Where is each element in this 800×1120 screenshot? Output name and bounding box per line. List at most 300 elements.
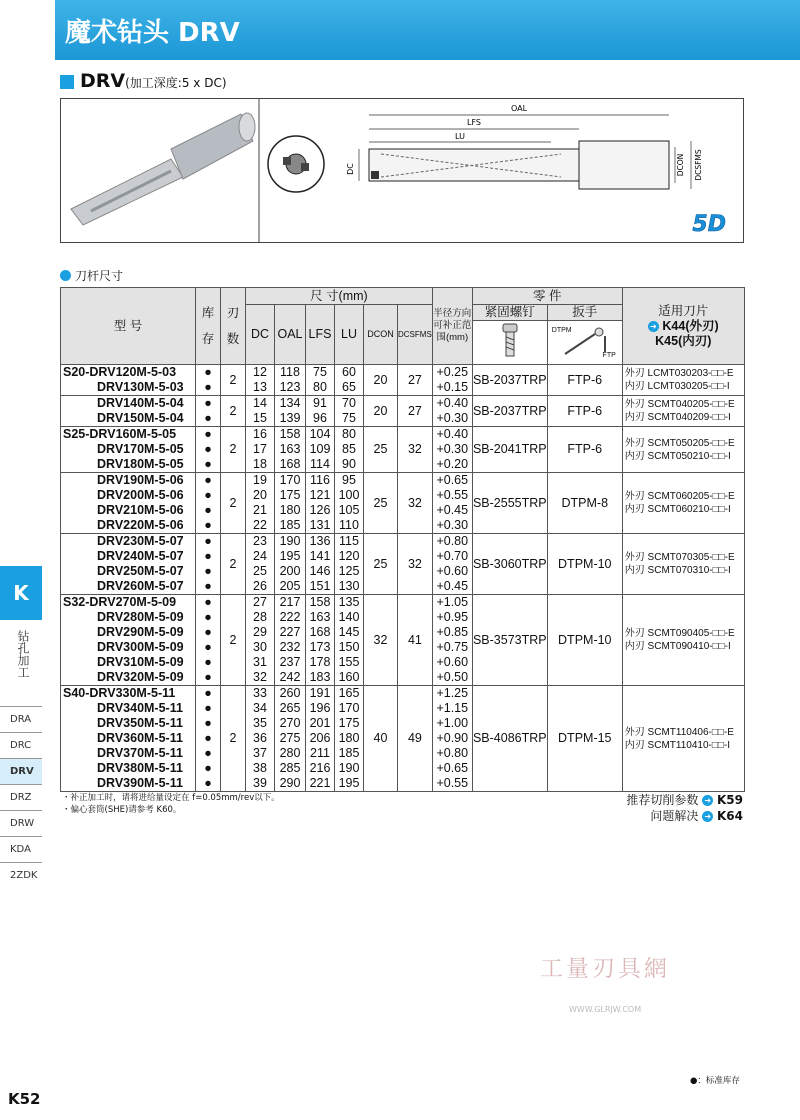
cell-dc: 22 bbox=[253, 518, 267, 532]
cell-flutes: 2 bbox=[221, 427, 246, 473]
cell-lu: 110 bbox=[339, 518, 359, 532]
stock-dot-icon: ● bbox=[204, 746, 212, 760]
cell-adj: +0.55 bbox=[436, 488, 469, 502]
cell-model: DRV210M-5-06 bbox=[97, 503, 184, 517]
cell-lfs: 158 bbox=[309, 595, 331, 609]
stock-dot-icon: ● bbox=[204, 564, 212, 578]
cell-oal: 205 bbox=[279, 579, 301, 593]
cell-dcsfms: 32 bbox=[398, 473, 433, 534]
cell-dc: 12 bbox=[253, 365, 267, 379]
cell-adj: +0.30 bbox=[436, 442, 469, 456]
page-refs bbox=[560, 792, 743, 824]
side-tab-k[interactable]: K bbox=[0, 566, 42, 620]
cell-adj: +0.40 bbox=[436, 427, 469, 441]
header-lfs: LFS bbox=[306, 305, 335, 365]
cell-oal: 168 bbox=[279, 457, 301, 471]
cell-flutes: 2 bbox=[221, 534, 246, 595]
stock-dot-icon: ● bbox=[204, 776, 212, 790]
cell-adj: +0.65 bbox=[436, 473, 469, 487]
ref-cutting[interactable]: 推荐切削参数 ➜ K59 bbox=[626, 793, 743, 807]
cell-oal: 290 bbox=[279, 776, 301, 790]
notes bbox=[62, 792, 280, 816]
cell-adj: +0.30 bbox=[436, 518, 469, 532]
cell-model: DRV280M-5-09 bbox=[97, 610, 184, 624]
cell-oal: 242 bbox=[279, 670, 301, 684]
cell-adj: +0.90 bbox=[436, 731, 469, 745]
arrow-icon: ➜ bbox=[702, 795, 713, 806]
cell-model: S25-DRV160M-5-05 bbox=[63, 427, 177, 441]
stock-dot-icon: ● bbox=[204, 579, 212, 593]
cell-adj: +0.80 bbox=[436, 746, 469, 760]
cell-dc: 14 bbox=[253, 396, 267, 410]
cell-lfs: 146 bbox=[309, 564, 331, 578]
cell-oal: 185 bbox=[279, 518, 301, 532]
cell-lu: 185 bbox=[338, 746, 360, 760]
header-radial: 半径方向可补正范围(mm) bbox=[432, 288, 472, 365]
stock-dot-icon: ● bbox=[204, 488, 212, 502]
cell-wrench: DTPM-10 bbox=[547, 595, 622, 686]
cell-model: DRV390M-5-11 bbox=[97, 776, 183, 790]
cell-screw: SB-2041TRP bbox=[472, 427, 547, 473]
page-number: K52 bbox=[8, 1090, 41, 1108]
cell-lu: 140 bbox=[338, 610, 360, 624]
depth-badge: 5D bbox=[692, 212, 726, 237]
cell-lfs: 201 bbox=[309, 716, 331, 730]
cell-dcsfms: 49 bbox=[398, 686, 433, 792]
section-title: DRV(加工深度:5 x DC) bbox=[80, 70, 227, 92]
insert-insert_inner: 内刃 SCMT040209-□□-I bbox=[624, 412, 731, 423]
note-2: ・偏心套筒(SHE)请参考 K60。 bbox=[62, 805, 182, 815]
cell-inserts bbox=[622, 686, 744, 792]
cell-lu: 90 bbox=[342, 457, 356, 471]
side-tab-kda[interactable]: KDA bbox=[0, 836, 42, 862]
side-tab-drv[interactable]: DRV bbox=[0, 758, 42, 784]
cell-flutes: 2 bbox=[221, 396, 246, 427]
cell-oal: 270 bbox=[279, 716, 301, 730]
cell-screw: SB-2037TRP bbox=[472, 396, 547, 427]
cell-lu: 65 bbox=[342, 380, 356, 394]
cell-lfs: 173 bbox=[309, 640, 331, 654]
cell-adj: +0.15 bbox=[436, 380, 469, 394]
cell-inserts bbox=[622, 595, 744, 686]
cell-lu: 135 bbox=[338, 595, 360, 609]
cell-adj: +0.25 bbox=[436, 365, 469, 379]
cell-dc: 28 bbox=[253, 610, 267, 624]
header-oal: OAL bbox=[275, 305, 306, 365]
cell-oal: 237 bbox=[279, 655, 301, 669]
cell-lfs: 126 bbox=[309, 503, 331, 517]
cell-oal: 170 bbox=[279, 473, 301, 487]
cell-oal: 265 bbox=[279, 701, 301, 715]
insert-insert_outer: 外刃 SCMT070305-□□-E bbox=[624, 552, 735, 563]
cell-oal: 139 bbox=[279, 411, 301, 425]
cell-model: DRV240M-5-07 bbox=[97, 549, 184, 563]
header-lu: LU bbox=[335, 305, 364, 365]
cell-lfs: 183 bbox=[309, 670, 331, 684]
header-dcon: DCON bbox=[364, 305, 398, 365]
cell-model: DRV290M-5-09 bbox=[97, 625, 184, 639]
cell-lfs: 163 bbox=[309, 610, 331, 624]
cell-lu: 100 bbox=[338, 488, 360, 502]
page-title: 魔术钻头 DRV bbox=[65, 18, 240, 48]
cell-oal: 260 bbox=[279, 686, 301, 700]
cell-adj: +1.05 bbox=[436, 595, 469, 609]
cell-adj: +0.45 bbox=[436, 503, 469, 517]
label-dcsfms: DCSFMS bbox=[694, 149, 703, 181]
stock-dot-icon: ● bbox=[204, 595, 212, 609]
cell-oal: 217 bbox=[279, 595, 301, 609]
cell-dc: 34 bbox=[253, 701, 267, 715]
insert-insert_outer: 外刃 SCMT050205-□□-E bbox=[624, 437, 735, 449]
screw-icon bbox=[472, 321, 547, 365]
insert-insert_outer: 外刃 SCMT110406-□□-E bbox=[624, 726, 734, 738]
cell-model: S20-DRV120M-5-03 bbox=[63, 365, 177, 379]
table-row bbox=[61, 365, 745, 396]
stock-dot-icon: ● bbox=[204, 473, 212, 487]
cell-dc: 35 bbox=[253, 716, 267, 730]
insert-insert_inner: 内刃 SCMT070310-□□-I bbox=[624, 565, 731, 576]
stock-dot-icon: ● bbox=[204, 610, 212, 624]
cell-adj: +0.40 bbox=[436, 396, 469, 410]
stock-dot-icon: ● bbox=[204, 411, 212, 425]
cell-adj: +0.60 bbox=[436, 564, 469, 578]
header-flutes: 刃数 bbox=[221, 288, 246, 365]
cell-screw: SB-3573TRP bbox=[472, 595, 547, 686]
cell-dc: 15 bbox=[253, 411, 267, 425]
shank-title: 刀杆尺寸 bbox=[75, 269, 124, 283]
cell-model: DRV350M-5-11 bbox=[97, 716, 183, 730]
cell-lu: 125 bbox=[338, 564, 360, 578]
watermark-url: WWW.GLRJW.COM bbox=[568, 1005, 642, 1014]
cell-lu: 165 bbox=[338, 686, 360, 700]
header-parts: 零 件 bbox=[472, 288, 622, 305]
cell-wrench: DTPM-10 bbox=[547, 534, 622, 595]
cell-wrench: FTP-6 bbox=[547, 396, 622, 427]
stock-dot-icon: ● bbox=[204, 457, 212, 471]
side-tab-drw[interactable]: DRW bbox=[0, 810, 42, 836]
cell-lfs: 141 bbox=[309, 549, 331, 563]
cell-lfs: 206 bbox=[309, 731, 331, 745]
cell-dc: 31 bbox=[253, 655, 267, 669]
side-tabs bbox=[0, 706, 42, 888]
cell-adj: +0.60 bbox=[436, 655, 469, 669]
cell-dc: 26 bbox=[253, 579, 267, 593]
cell-screw: SB-2037TRP bbox=[472, 365, 547, 396]
cell-oal: 280 bbox=[279, 746, 301, 760]
cell-model: DRV360M-5-11 bbox=[97, 731, 183, 745]
cell-oal: 195 bbox=[279, 549, 301, 563]
header-dims: 尺 寸(mm) bbox=[246, 288, 433, 305]
stock-dot-icon: ● bbox=[204, 670, 212, 684]
cell-lfs: 75 bbox=[313, 365, 327, 379]
cell-model: DRV340M-5-11 bbox=[97, 701, 183, 715]
cell-model: S32-DRV270M-5-09 bbox=[63, 595, 177, 609]
cell-model: DRV150M-5-04 bbox=[97, 411, 184, 425]
cell-flutes: 2 bbox=[221, 365, 246, 396]
ref-trouble[interactable]: 问题解决 ➜ K64 bbox=[650, 809, 743, 823]
table-row bbox=[61, 396, 745, 427]
cell-lfs: 178 bbox=[309, 655, 331, 669]
drill-side-view-icon bbox=[346, 104, 703, 189]
insert-insert_inner: 内刃 SCMT110410-□□-I bbox=[624, 739, 731, 751]
table-row bbox=[61, 595, 745, 686]
cell-inserts bbox=[622, 534, 744, 595]
cell-dc: 13 bbox=[253, 380, 267, 394]
cell-dc: 27 bbox=[253, 595, 267, 609]
cell-model: DRV260M-5-07 bbox=[97, 579, 184, 593]
cell-lu: 195 bbox=[338, 776, 360, 790]
cell-model: DRV300M-5-09 bbox=[97, 640, 184, 654]
insert-insert_inner: 内刃 LCMT030205-□□-I bbox=[624, 381, 730, 392]
cell-dc: 24 bbox=[253, 549, 267, 563]
cell-dc: 19 bbox=[253, 473, 267, 487]
side-tab-drc[interactable]: DRC bbox=[0, 732, 42, 758]
insert-insert_outer: 外刃 SCMT040205-□□-E bbox=[624, 399, 735, 410]
cell-dcon: 32 bbox=[364, 595, 398, 686]
header-model: 型 号 bbox=[61, 288, 196, 365]
cell-wrench: FTP-6 bbox=[547, 365, 622, 396]
cell-lfs: 191 bbox=[309, 686, 331, 700]
cell-dcon: 25 bbox=[364, 427, 398, 473]
section-subtitle: (加工深度:5 x DC) bbox=[125, 76, 227, 90]
cell-lu: 75 bbox=[342, 411, 356, 425]
table-row bbox=[61, 427, 745, 473]
cell-model: DRV170M-5-05 bbox=[97, 442, 184, 456]
cell-inserts bbox=[622, 396, 744, 427]
cell-lfs: 221 bbox=[309, 776, 331, 790]
stock-dot-icon: ● bbox=[204, 716, 212, 730]
table-row bbox=[61, 686, 745, 792]
cell-lu: 155 bbox=[338, 655, 360, 669]
cell-model: DRV320M-5-09 bbox=[97, 670, 184, 684]
cell-lfs: 114 bbox=[310, 457, 330, 471]
cell-adj: +0.80 bbox=[436, 534, 469, 548]
cell-adj: +1.00 bbox=[436, 716, 469, 730]
insert-insert_inner: 内刃 SCMT050210-□□-I bbox=[624, 450, 731, 462]
cell-oal: 134 bbox=[279, 396, 301, 410]
cell-oal: 227 bbox=[279, 625, 301, 639]
stock-dot-icon: ● bbox=[204, 427, 212, 441]
insert-insert_outer: 外刃 LCMT030203-□□-E bbox=[624, 368, 734, 379]
label-oal: OAL bbox=[510, 104, 528, 113]
note-1: ・补正加工时，请将进给量设定在 f=0.05mm/rev以下。 bbox=[62, 793, 280, 803]
cell-lfs: 131 bbox=[309, 518, 331, 532]
cell-adj: +0.65 bbox=[436, 761, 469, 775]
cell-screw: SB-2555TRP bbox=[472, 473, 547, 534]
cell-dc: 36 bbox=[253, 731, 267, 745]
drill-end-view-icon bbox=[268, 136, 324, 192]
cell-lu: 80 bbox=[342, 427, 356, 441]
drill-photo-icon bbox=[71, 113, 255, 225]
cell-oal: 118 bbox=[280, 365, 300, 379]
cell-model: DRV310M-5-09 bbox=[97, 655, 184, 669]
cell-dc: 21 bbox=[253, 503, 267, 517]
cell-lu: 115 bbox=[339, 534, 359, 548]
cell-lfs: 121 bbox=[309, 488, 331, 502]
cell-flutes: 2 bbox=[221, 473, 246, 534]
stock-dot-icon: ● bbox=[204, 380, 212, 394]
cell-dc: 18 bbox=[253, 457, 267, 471]
stock-dot-icon: ● bbox=[204, 761, 212, 775]
wrench-icon: DTPM FTP bbox=[547, 321, 622, 365]
cell-oal: 285 bbox=[279, 761, 301, 775]
cell-dc: 33 bbox=[253, 686, 267, 700]
label-lu: LU bbox=[455, 132, 465, 141]
cell-adj: +1.25 bbox=[436, 686, 469, 700]
cell-lfs: 104 bbox=[309, 427, 331, 441]
stock-dot-icon: ● bbox=[204, 396, 212, 410]
cell-dcon: 20 bbox=[364, 396, 398, 427]
cell-wrench: FTP-6 bbox=[547, 427, 622, 473]
cell-dcsfms: 32 bbox=[398, 534, 433, 595]
cell-inserts bbox=[622, 473, 744, 534]
cell-oal: 232 bbox=[279, 640, 301, 654]
cell-lfs: 211 bbox=[310, 746, 330, 760]
insert-insert_outer: 外刃 SCMT060205-□□-E bbox=[624, 491, 735, 502]
cell-lu: 180 bbox=[338, 731, 360, 745]
cell-dc: 20 bbox=[253, 488, 267, 502]
cell-oal: 222 bbox=[279, 610, 301, 624]
cell-oal: 175 bbox=[279, 488, 301, 502]
cell-dcsfms: 27 bbox=[398, 365, 433, 396]
stock-dot-icon: ● bbox=[204, 625, 212, 639]
cell-adj: +0.50 bbox=[436, 670, 469, 684]
cell-dc: 29 bbox=[253, 625, 267, 639]
stock-dot-icon: ● bbox=[204, 701, 212, 715]
cell-dcon: 25 bbox=[364, 473, 398, 534]
cell-model: DRV200M-5-06 bbox=[97, 488, 184, 502]
cell-dcsfms: 32 bbox=[398, 427, 433, 473]
cell-model: DRV130M-5-03 bbox=[97, 380, 184, 394]
header-dcsfms: DCSFMS bbox=[398, 305, 433, 365]
shank-bullet-icon bbox=[60, 270, 71, 281]
header-wrench: 扳手 bbox=[547, 305, 622, 321]
cell-screw: SB-3060TRP bbox=[472, 534, 547, 595]
cell-lfs: 109 bbox=[309, 442, 331, 456]
stock-legend: ●：标准库存 bbox=[690, 1076, 740, 1086]
cell-model: DRV190M-5-06 bbox=[97, 473, 184, 487]
stock-dot-icon: ● bbox=[204, 518, 212, 532]
cell-dc: 25 bbox=[253, 564, 267, 578]
cell-dc: 39 bbox=[253, 776, 267, 790]
cell-model: DRV180M-5-05 bbox=[97, 457, 184, 471]
cell-dc: 30 bbox=[253, 640, 267, 654]
cell-lfs: 136 bbox=[309, 534, 331, 548]
drill-diagram bbox=[60, 98, 744, 243]
cell-model: DRV220M-5-06 bbox=[97, 518, 184, 532]
arrow-icon: ➜ bbox=[648, 321, 659, 332]
cell-lfs: 168 bbox=[309, 625, 331, 639]
cell-adj: +0.30 bbox=[436, 411, 469, 425]
cell-model: DRV140M-5-04 bbox=[97, 396, 184, 410]
cell-lu: 60 bbox=[342, 365, 356, 379]
cell-dcon: 20 bbox=[364, 365, 398, 396]
stock-dot-icon: ● bbox=[204, 731, 212, 745]
cell-dcon: 25 bbox=[364, 534, 398, 595]
cell-adj: +0.75 bbox=[436, 640, 469, 654]
side-k-label: 钻孔加工 bbox=[16, 630, 30, 678]
cell-dcon: 40 bbox=[364, 686, 398, 792]
label-dcon: DCON bbox=[676, 153, 685, 177]
cell-lu: 190 bbox=[338, 761, 360, 775]
cell-model: DRV380M-5-11 bbox=[97, 761, 183, 775]
cell-wrench: DTPM-8 bbox=[547, 473, 622, 534]
stock-dot-icon: ● bbox=[204, 503, 212, 517]
cell-dc: 16 bbox=[253, 427, 267, 441]
header-inserts: 适用刀片 ➜ K44(外刃) K45(内刃) bbox=[622, 288, 744, 365]
cell-lfs: 196 bbox=[309, 701, 331, 715]
stock-dot-icon: ● bbox=[204, 534, 212, 548]
cell-lu: 145 bbox=[338, 625, 360, 639]
insert-insert_outer: 外刃 SCMT090405-□□-E bbox=[624, 628, 735, 639]
cell-lu: 130 bbox=[338, 579, 360, 593]
cell-oal: 163 bbox=[279, 442, 301, 456]
arrow-icon: ➜ bbox=[702, 811, 713, 822]
cell-lfs: 96 bbox=[313, 411, 327, 425]
cell-lu: 95 bbox=[342, 473, 356, 487]
header-screw: 紧固螺钉 bbox=[472, 305, 547, 321]
cell-lu: 175 bbox=[338, 716, 360, 730]
cell-inserts bbox=[622, 365, 744, 396]
stock-dot-icon: ● bbox=[204, 549, 212, 563]
cell-oal: 200 bbox=[279, 564, 301, 578]
cell-dc: 17 bbox=[253, 442, 267, 456]
insert-insert_inner: 内刃 SCMT090410-□□-I bbox=[624, 641, 731, 652]
cell-dc: 37 bbox=[253, 746, 267, 760]
stock-dot-icon: ● bbox=[204, 640, 212, 654]
table-row bbox=[61, 534, 745, 595]
cell-adj: +0.70 bbox=[436, 549, 469, 563]
cell-lu: 85 bbox=[342, 442, 356, 456]
section-marker-icon bbox=[60, 75, 74, 89]
cell-dc: 23 bbox=[253, 534, 267, 548]
cell-oal: 158 bbox=[279, 427, 301, 441]
cell-adj: +0.85 bbox=[436, 625, 469, 639]
cell-flutes: 2 bbox=[221, 686, 246, 792]
cell-adj: +0.20 bbox=[436, 457, 469, 471]
cell-oal: 123 bbox=[279, 380, 301, 394]
cell-oal: 190 bbox=[279, 534, 301, 548]
cell-adj: +0.45 bbox=[436, 579, 469, 593]
header-stock: 库存 bbox=[196, 288, 221, 365]
cell-model: DRV230M-5-07 bbox=[97, 534, 184, 548]
cell-dc: 38 bbox=[253, 761, 267, 775]
cell-lu: 105 bbox=[338, 503, 360, 517]
table-row bbox=[61, 473, 745, 534]
cell-oal: 275 bbox=[279, 731, 301, 745]
label-dc: DC bbox=[346, 163, 355, 175]
side-tab-dra[interactable]: DRA bbox=[0, 706, 42, 732]
cell-lu: 170 bbox=[338, 701, 360, 715]
cell-flutes: 2 bbox=[221, 595, 246, 686]
cell-inserts bbox=[622, 427, 744, 473]
insert-insert_inner: 内刃 SCMT060210-□□-I bbox=[624, 504, 731, 515]
header-dc: DC bbox=[246, 305, 275, 365]
cell-wrench: DTPM-15 bbox=[547, 686, 622, 792]
cell-lfs: 116 bbox=[310, 473, 330, 487]
cell-lu: 160 bbox=[338, 670, 360, 684]
cell-lu: 150 bbox=[338, 640, 360, 654]
cell-dcsfms: 41 bbox=[398, 595, 433, 686]
side-tab-drz[interactable]: DRZ bbox=[0, 784, 42, 810]
cell-lu: 70 bbox=[342, 396, 356, 410]
cell-dc: 32 bbox=[253, 670, 267, 684]
spec-table bbox=[60, 287, 745, 792]
cell-lu: 120 bbox=[338, 549, 360, 563]
cell-model: DRV250M-5-07 bbox=[97, 564, 184, 578]
cell-lfs: 80 bbox=[313, 380, 327, 394]
side-tab-2zdk[interactable]: 2ZDK bbox=[0, 862, 42, 888]
